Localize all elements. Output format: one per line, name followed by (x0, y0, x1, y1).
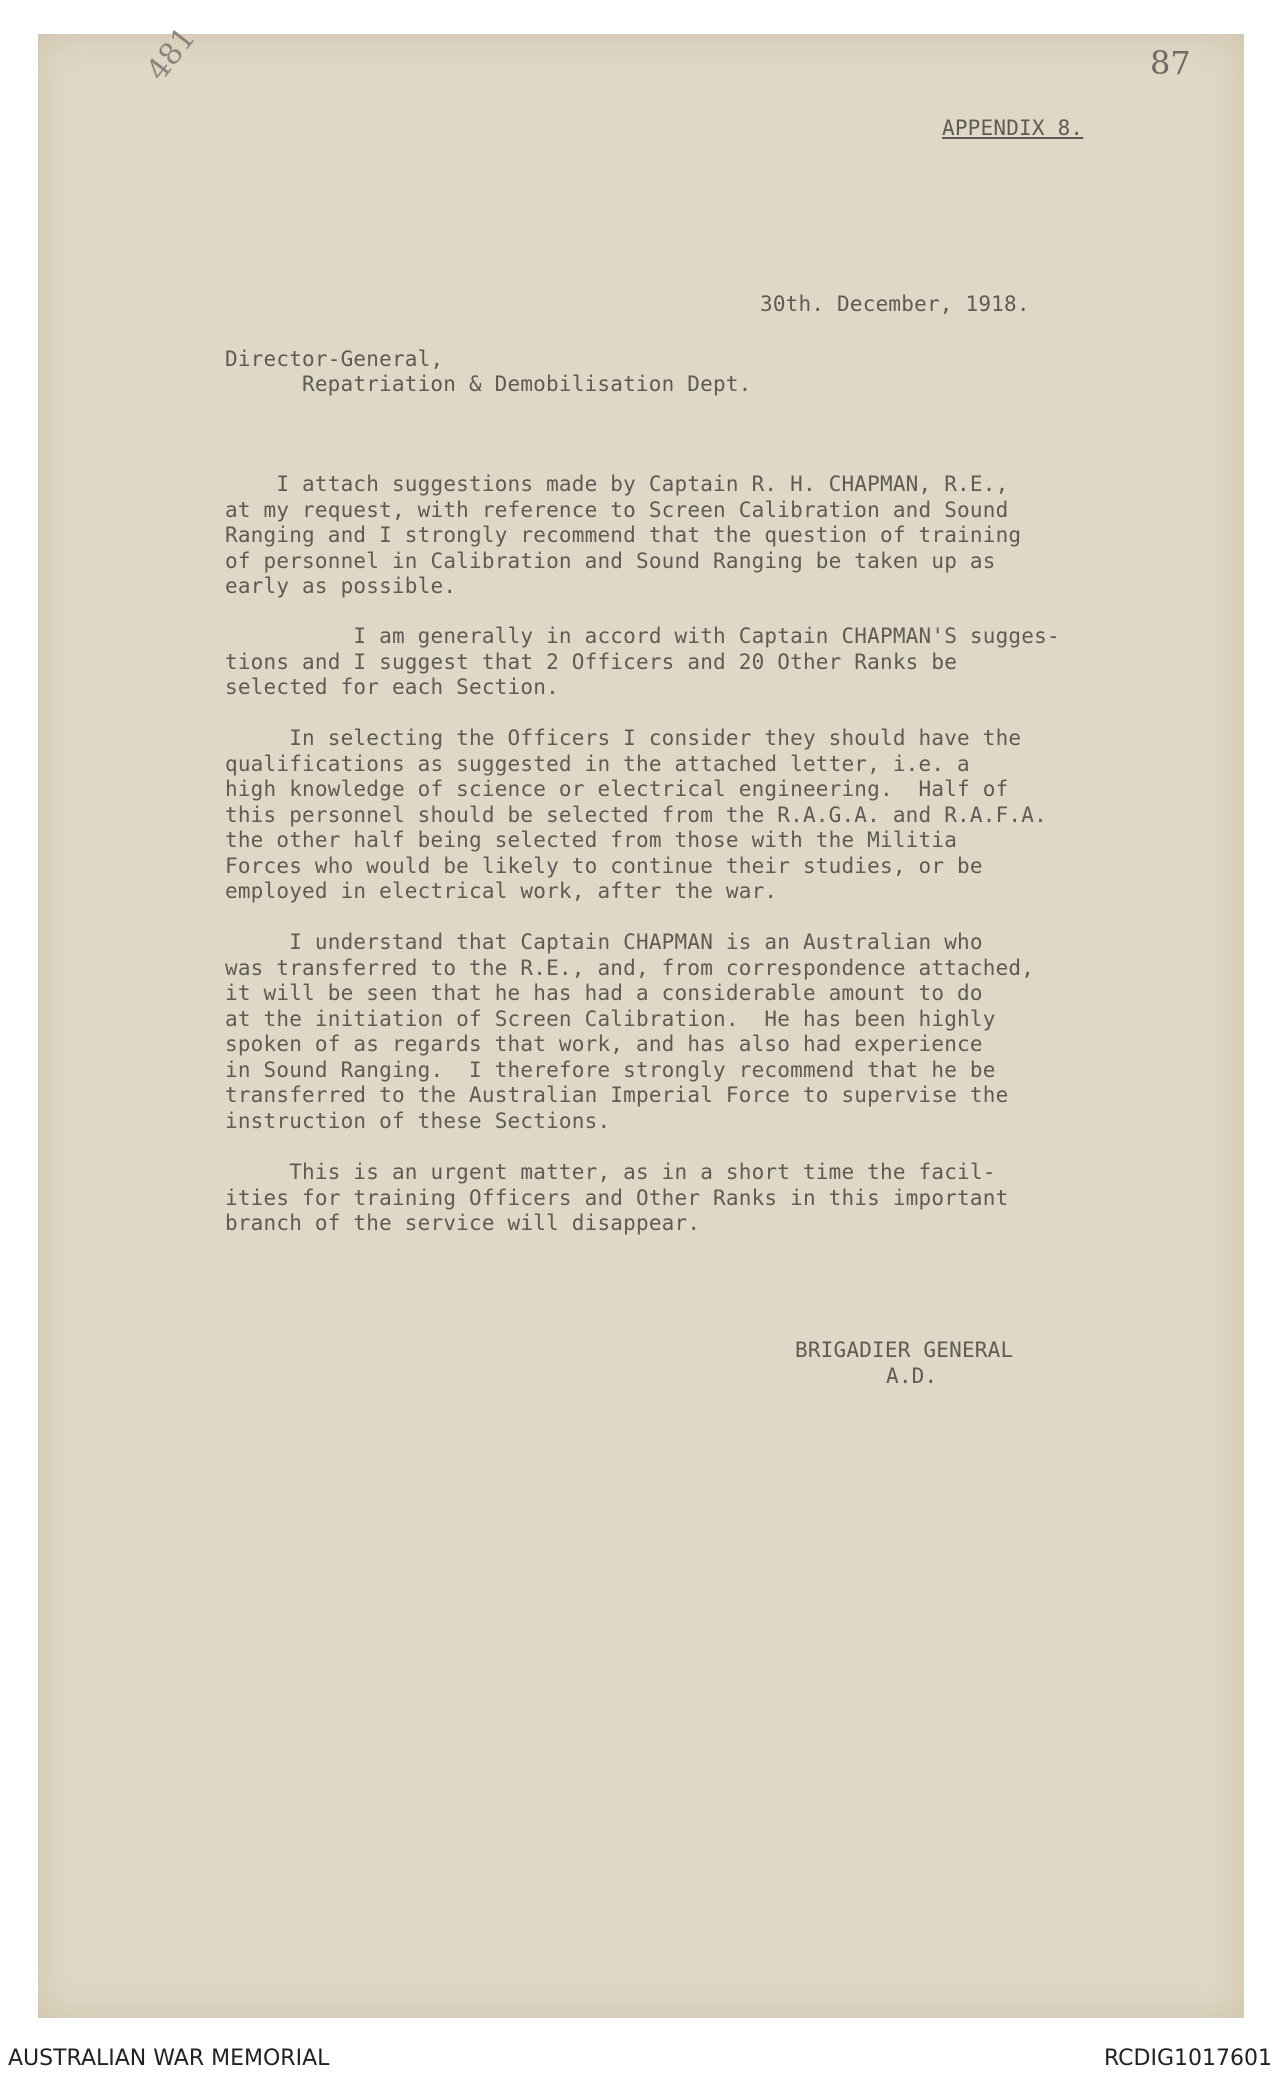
paragraph-line: Ranging and I strongly recommend that the question of training (225, 523, 1022, 547)
paragraph-line: of personnel in Calibration and Sound Ranging be taken up as (225, 548, 996, 573)
paragraph-line: I understand that Captain CHAPMAN is an Australian who (225, 930, 983, 954)
paragraph-line: transferred to the Australian Imperial Force to supervise the (225, 1083, 1009, 1107)
footer-record-id: RCDIG1017601 (1103, 2046, 1272, 2071)
paragraph-line: at my request, with reference to Screen Calibration and Sound (225, 497, 1009, 522)
folio-number: 87 (1150, 44, 1191, 82)
paragraph-line: spoken of as regards that work, and has also had experience (225, 1032, 983, 1056)
paragraph-line: ities for training Officers and Other Ranks in this important (225, 1185, 1009, 1210)
paragraph-line: it will be seen that he has had a considerable amount to do (225, 981, 983, 1005)
letter-paragraph (225, 472, 1021, 600)
letter-date: 30th. December, 1918. (760, 292, 1030, 316)
paragraph-line: Forces who would be likely to continue their studies, or be (225, 853, 983, 878)
paragraph-line: high knowledge of science or electrical engineering. Half of (225, 777, 1009, 801)
paragraph-line: In selecting the Officers I consider they should have the (225, 726, 1022, 750)
pencil-reference-number: 481 (140, 20, 203, 88)
letter-paragraph (225, 726, 1047, 905)
paragraph-line: qualifications as suggested in the attached letter, i.e. a (225, 751, 970, 776)
paragraph-line: selected for each Section. (225, 675, 559, 699)
paragraph-line: I am generally in accord with Captain CHAPMAN'S sugges- (225, 624, 1060, 648)
paragraph-line: employed in electrical work, after the war. (225, 879, 778, 903)
paragraph-line: the other half being selected from those with the Militia (225, 828, 958, 852)
appendix-heading: APPENDIX 8. (942, 116, 1084, 140)
footer-institution: AUSTRALIAN WAR MEMORIAL (8, 2046, 330, 2071)
letter-paragraph (225, 624, 1060, 701)
paragraph-line: This is an urgent matter, as in a short time the facil- (225, 1160, 996, 1184)
paragraph-line: early as possible. (225, 574, 457, 598)
letter-paragraph (225, 930, 1034, 1134)
addressee-department: Repatriation & Demobilisation Dept. (302, 372, 752, 396)
paragraph-line: branch of the service will disappear. (225, 1211, 701, 1235)
signature-title: A.D. (886, 1364, 938, 1388)
signature-rank: BRIGADIER GENERAL (795, 1338, 1014, 1362)
paragraph-line: this personnel should be selected from the R.A.G.A. and R.A.F.A. (225, 802, 1047, 827)
paragraph-line: was transferred to the R.E., and, from correspondence attached, (225, 955, 1035, 980)
paragraph-line: in Sound Ranging. I therefore strongly recommend that he be (225, 1057, 996, 1082)
paragraph-line: instruction of these Sections. (225, 1108, 611, 1133)
paragraph-line: tions and I suggest that 2 Officers and 20 Other Ranks be (225, 649, 958, 674)
paragraph-line: at the initiation of Screen Calibration. He has been highly (225, 1006, 996, 1031)
addressee-title: Director-General, (225, 347, 444, 371)
paragraph-line: I attach suggestions made by Captain R. H. CHAPMAN, R.E., (225, 472, 1009, 496)
letter-paragraph (225, 1160, 1008, 1237)
